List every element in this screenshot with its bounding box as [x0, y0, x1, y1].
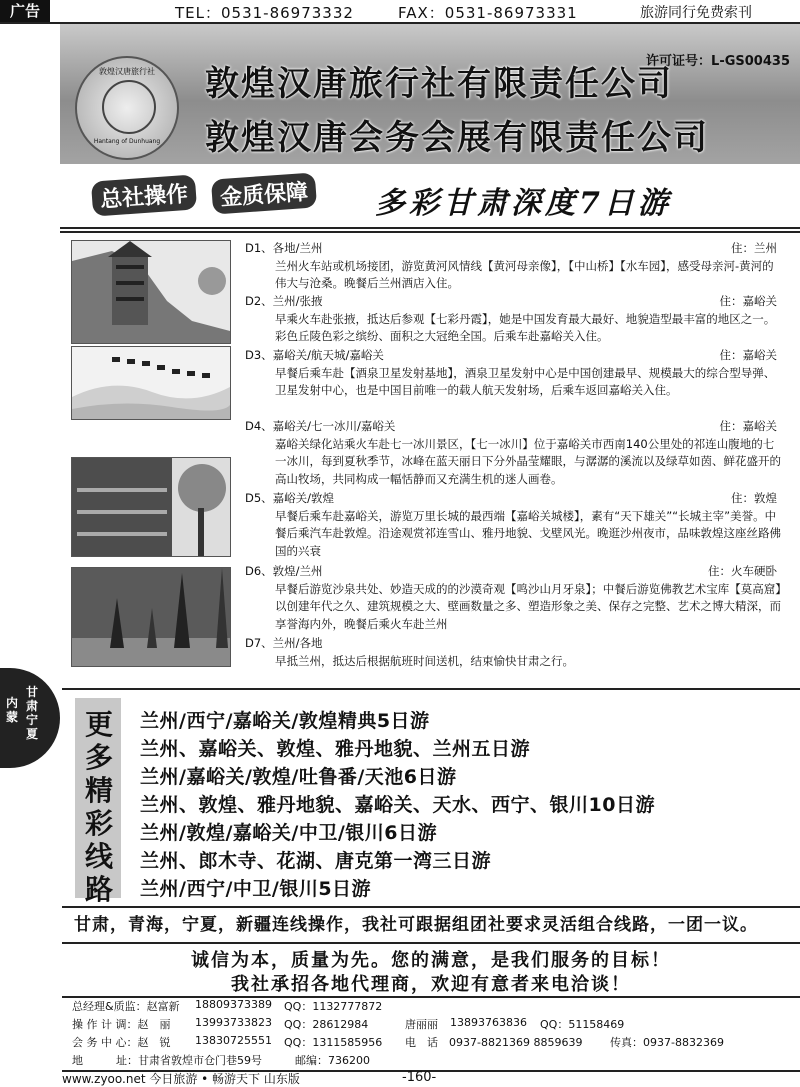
contact-label: 唐丽丽 [405, 1018, 438, 1031]
day-stay: 住：敦煌 [731, 491, 777, 505]
day-description: 嘉峪关绿化站乘火车赴七一冰川景区，【七一冰川】位于嘉峪关市西南140公里处的祁连山腹地的七一冰川，每到夏秋季节，冰峰在蓝天丽日下分外晶莹耀眼，与潺潺的溪流以及绿草如茵、鲜花盛开的高山牧场，共同构成一幅恬静而又充满生机的迷人画卷。 [275, 436, 781, 486]
day-description: 早餐后游览沙泉共处、妙造天成的的沙漠奇观【鸣沙山月牙泉】；中餐后游览佛教艺术宝库【莫高窟】以创建年代之久、建筑规模之大、壁画数量之多、塑造形象之美、保存之完整、艺术之博大精深，而享誉海内外，晚餐后乘火车赴兰州 [275, 581, 781, 631]
header-note: 旅游同行免费索刊 [640, 5, 752, 21]
day-stay [777, 635, 785, 653]
contact-qq: QQ：1311585956 [284, 1036, 383, 1049]
day-stay: 住：嘉峪关 [719, 419, 777, 433]
motto-line-1: 诚信为本，质量为先。您的满意，是我们服务的目标！ [191, 950, 671, 971]
day-description: 早餐后乘车赴【酒泉卫星发射基地】，酒泉卫星发射中心是中国创建最早、规模最大的综合型导弹、卫星发射中心，也是中国目前唯一的载人航天发射场，后乘车返回嘉峪关入住。 [275, 365, 776, 397]
day-stay: 住：嘉峪关 [719, 294, 777, 308]
day-title: D1、各地/兰州 [245, 241, 323, 255]
telephone-text: TEL：0531-86973332 [175, 4, 354, 22]
logo-emblem-icon [102, 80, 156, 134]
day-item-7 [245, 635, 785, 670]
day-title: D4、嘉峪关/七一冰川/嘉峪关 [245, 419, 396, 433]
more-label-char: 路 [84, 873, 113, 906]
day-title: D5、嘉峪关/敦煌 [245, 491, 335, 505]
day-item-1 [245, 240, 785, 293]
footer-site: www.zyoo.net 今日旅游 • 畅游天下 山东版 [62, 1072, 300, 1086]
contact-phone: 13830725551 [195, 1034, 272, 1047]
fax-text: FAX：0531-86973331 [398, 4, 578, 22]
day-description: 早餐后乘车赴嘉峪关，游览万里长城的最西端【嘉峪关城楼】，素有“天下雄关”“长城主宰”美誉。中餐后乘汽车赴敦煌。沿途观赏祁连雪山、雅丹地貌、戈壁风光。晚逛沙州夜市，品味敦煌这座丝路佛国的兴衰 [275, 508, 781, 558]
logo-text: 敦煌汉唐旅行社 [99, 67, 155, 76]
contact-qq: QQ：51158469 [540, 1018, 625, 1031]
route-item: 兰州、郎木寺、花湖、唐克第一湾三日游 [140, 850, 492, 872]
contact-phone: 13993733823 [195, 1016, 272, 1029]
day-item-4 [245, 418, 785, 488]
desert-camels-photo [71, 346, 231, 420]
day-stay: 住：嘉峪关 [719, 348, 777, 362]
day-item-3 [245, 347, 785, 400]
contact-phone: 18809373389 [195, 998, 272, 1011]
logo-subtext: Hantang of Dunhuang [93, 138, 161, 145]
region-label-2: 甘肃宁夏 [26, 685, 39, 741]
day-item-5 [245, 490, 785, 560]
grottoes-photo [71, 240, 231, 344]
postcode-text: 邮编：736200 [295, 1054, 370, 1067]
contact-phone: 13893763836 [450, 1016, 527, 1029]
route-item: 兰州、嘉峪关、敦煌、雅丹地貌、兰州五日游 [140, 738, 531, 760]
route-item: 兰州/嘉峪关/敦煌/吐鲁番/天池6日游 [140, 766, 457, 788]
address-text: 地 址：甘肃省敦煌市仓门巷59号 [72, 1054, 262, 1067]
route-item: 兰州/西宁/中卫/银川5日游 [140, 878, 372, 900]
contact-label: 总经理&质监：赵富新 [72, 1000, 180, 1013]
contact-qq: QQ：1132777872 [284, 1000, 383, 1013]
day-description: 早乘火车赴张掖，抵达后参观【七彩丹霞】，她是中国发育最大最好、地貌造型最丰富的地区之一。彩色丘陵色彩之缤纷、面积之大冠绝全国。后乘车赴嘉峪关入住。 [275, 311, 776, 343]
ad-tag: 广告 [0, 0, 50, 22]
more-label-char: 更 [84, 708, 113, 741]
day-stay: 住：火车硬卧 [708, 564, 777, 578]
day-title: D6、敦煌/兰州 [245, 564, 323, 578]
license-number: 许可证号：L-GS00435 [646, 54, 790, 69]
more-label-char: 线 [84, 840, 113, 873]
more-label-char: 多 [84, 741, 113, 774]
day-title: D3、嘉峪关/航天城/嘉峪关 [245, 348, 384, 362]
route-item: 兰州/西宁/嘉峪关/敦煌精典5日游 [140, 710, 430, 732]
region-label-1: 内蒙 [6, 696, 19, 724]
pagodas-photo [71, 567, 231, 667]
cave-temples-photo [71, 457, 231, 557]
contact-fax: 传真：0937-8832369 [610, 1036, 724, 1049]
contact-qq: QQ：28612984 [284, 1018, 369, 1031]
route-item: 兰州、敦煌、雅丹地貌、嘉峪关、天水、西宁、银川10日游 [140, 794, 655, 816]
tour-title: 多彩甘肃深度7日游 [375, 186, 672, 221]
day-description: 早抵兰州，抵达后根据航班时间送机，结束愉快甘肃之行。 [275, 653, 574, 668]
day-title: D7、兰州/各地 [245, 636, 323, 650]
company-name-2: 敦煌汉唐会务会展有限责任公司 [205, 118, 709, 158]
combo-text: 甘肃，青海，宁夏，新疆连线操作，我社可跟据组团社要求灵活组合线路，一团一议。 [74, 915, 758, 935]
day-item-2 [245, 293, 785, 346]
day-item-6 [245, 563, 785, 633]
contact-label: 会 务 中 心：赵 锐 [72, 1036, 171, 1049]
more-label-char: 精 [84, 774, 113, 807]
company-logo [75, 56, 179, 160]
day-stay: 住：兰州 [731, 241, 777, 255]
slogan-badge-2: 金质保障 [211, 172, 317, 214]
more-label-char: 彩 [84, 807, 113, 840]
day-title: D2、兰州/张掖 [245, 294, 323, 308]
combo-notice [62, 908, 800, 944]
company-name-1: 敦煌汉唐旅行社有限责任公司 [205, 64, 673, 104]
slogan-badge-1: 总社操作 [91, 174, 197, 216]
contact-label: 操 作 计 调：赵 丽 [72, 1018, 171, 1031]
motto-line-2: 我社承招各地代理商，欢迎有意者来电洽谈！ [231, 974, 631, 995]
page-number: -160- [402, 1070, 437, 1085]
day-description: 兰州火车站或机场接团，游览黄河风情线【黄河母亲像】，【中山桥】【水车园】，感受母亲河-黄河的伟大与沧桑。晚餐后兰州酒店入住。 [275, 258, 774, 290]
contact-tel: 电 话 0937-8821369 8859639 [405, 1036, 583, 1049]
route-item: 兰州/敦煌/嘉峪关/中卫/银川6日游 [140, 822, 437, 844]
